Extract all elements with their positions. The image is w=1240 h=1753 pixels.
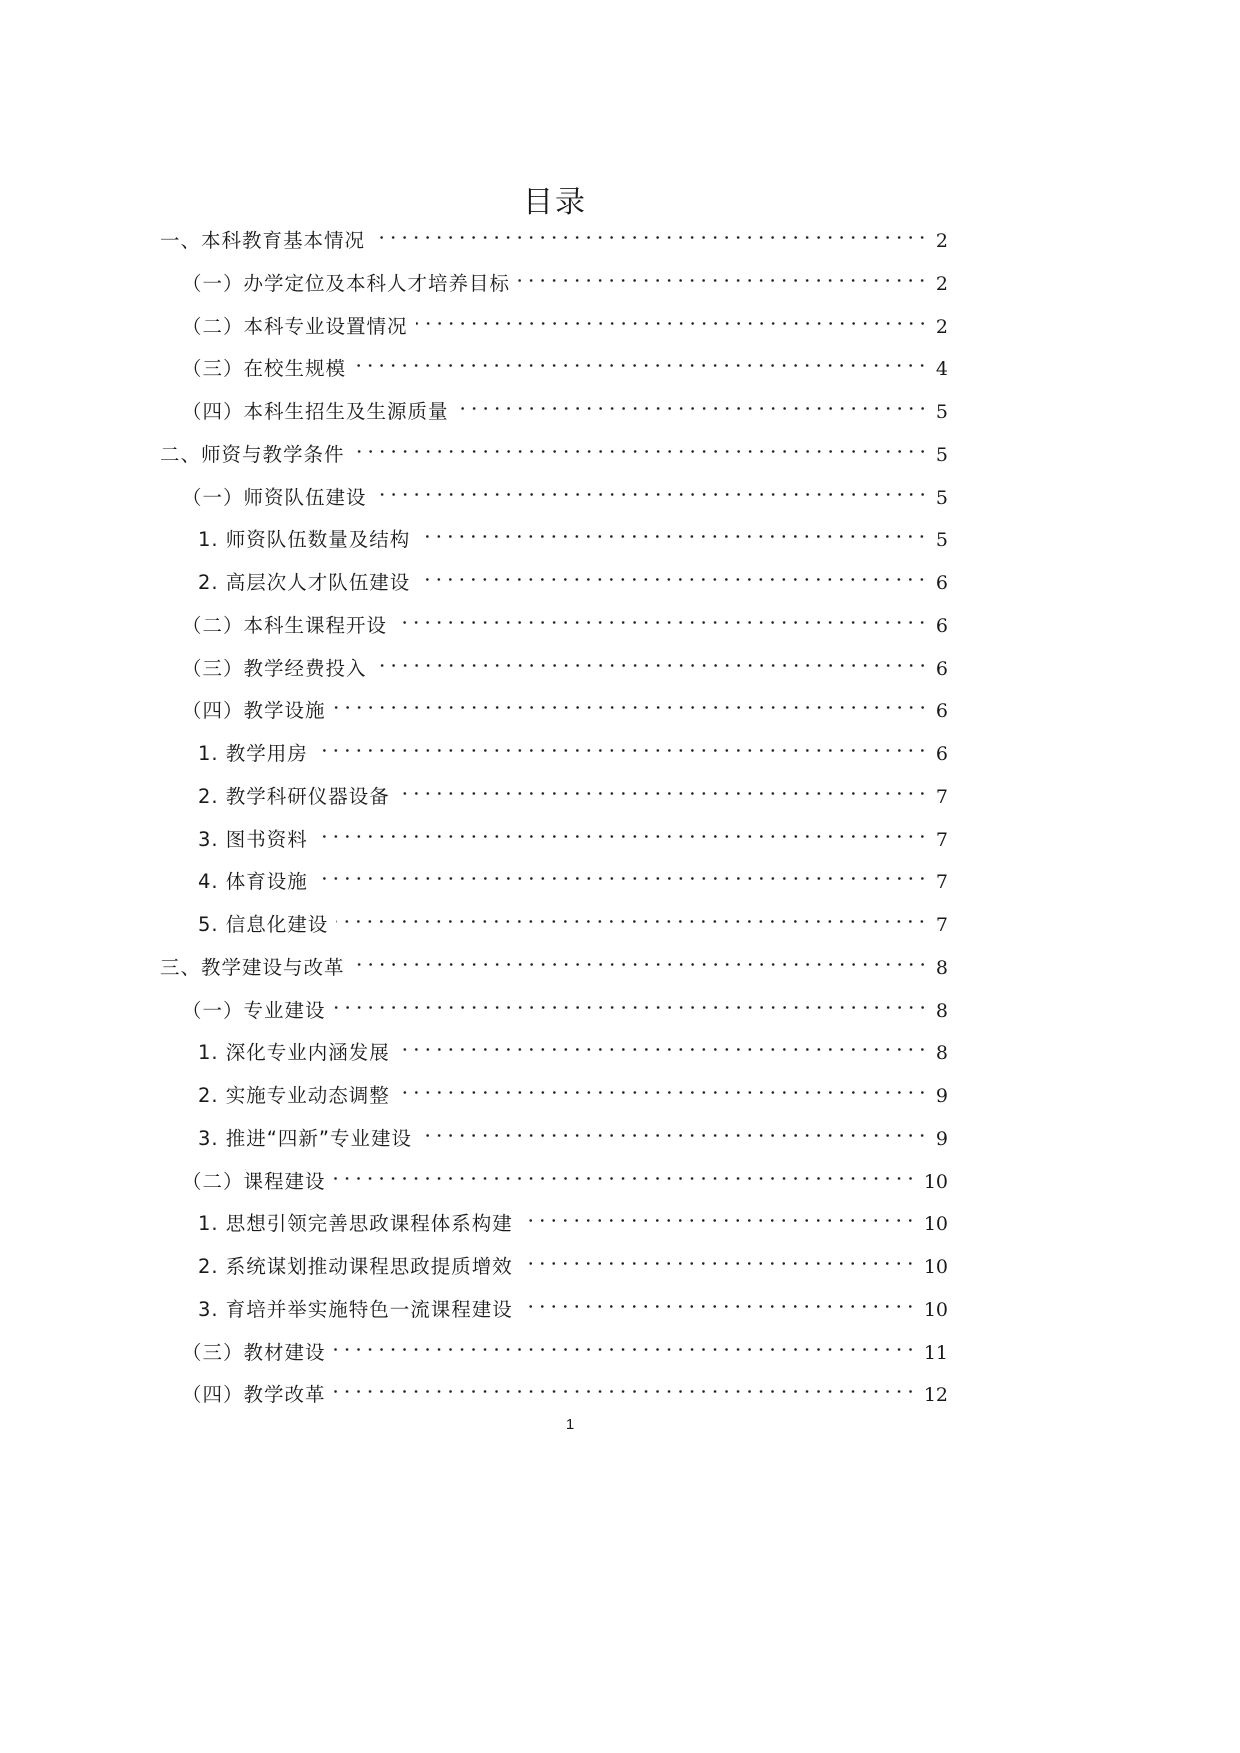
toc-entry-label: 1. 教学用房 [198,742,308,765]
toc-entry-page-number: 9 [935,1127,948,1150]
toc-entry-label: 5. 信息化建设 [198,913,329,936]
toc-entry[interactable] [182,687,948,723]
toc-entry-page-number: 10 [923,1256,948,1278]
toc-entry-label: 二、师资与教学条件 [160,442,345,466]
toc-entry[interactable] [182,987,948,1022]
dot-leader [316,730,928,760]
dot-leader [334,987,928,1017]
toc-entry[interactable] [198,773,948,808]
toc-entry-page-number: 5 [935,443,948,466]
toc-entry-page-number: 7 [935,785,948,808]
toc-entry-label: 3. 图书资料 [198,827,308,851]
toc-entry-page-number: 7 [935,914,948,936]
toc-entry-page-number: 9 [935,1085,948,1107]
toc-entry-page-number: 2 [935,230,948,252]
dot-leader [354,345,928,375]
toc-entry-label: 一、本科教育基本情况 [160,229,366,252]
dot-leader [521,1200,916,1230]
dot-leader [316,816,928,846]
toc-entry-page-number: 6 [935,743,948,765]
toc-entry[interactable] [198,1072,948,1107]
toc-entry-label: 三、教学建设与改革 [160,955,345,979]
toc-entry-page-number: 8 [935,999,948,1022]
toc-entry-page-number: 8 [935,956,948,979]
toc-entry-label: 2. 高层次人才队伍建设 [198,571,411,594]
toc-entry[interactable] [198,816,948,851]
dot-leader [353,431,928,461]
toc-entry[interactable] [198,858,948,894]
dot-leader [398,1029,928,1059]
toc-entry[interactable] [198,559,948,594]
toc-entry-label: （三）教材建设 [182,1340,326,1364]
toc-entry-page-number: 10 [923,1298,948,1321]
dot-leader [375,645,928,675]
dot-leader [395,602,928,632]
toc-entry-page-number: 6 [935,657,948,680]
toc-entry-page-number: 2 [935,272,948,295]
toc-entry-label: 1. 深化专业内涵发展 [198,1041,390,1065]
toc-entry-label: （一）专业建设 [182,998,326,1022]
toc-entry-label: （一）师资队伍建设 [182,485,367,509]
toc-entry-page-number: 4 [935,358,948,381]
dot-leader [316,858,928,888]
toc-entry-label: （三）教学经费投入 [182,656,367,680]
toc-entry[interactable] [198,901,948,936]
toc-entry-label: 1. 思想引领完善思政课程体系构建 [198,1212,513,1236]
toc-entry[interactable] [160,217,948,252]
toc-title: 目录 [523,185,587,221]
dot-leader [334,687,928,717]
toc-entry[interactable] [198,516,948,552]
toc-entry[interactable] [182,388,948,423]
toc-entry-page-number: 6 [935,572,948,594]
dot-leader [420,1115,928,1145]
dot-leader [334,1329,916,1359]
toc-entry[interactable] [198,1286,948,1321]
toc-entry-page-number: 5 [935,529,948,552]
dot-leader [418,559,928,589]
toc-entry-label: 2. 系统谋划推动课程思政提质增效 [198,1255,513,1278]
page-number: 1 [565,1416,575,1433]
dot-leader [373,217,928,247]
toc-entry-page-number: 11 [923,1341,948,1364]
toc-entry-label: 2. 实施专业动态调整 [198,1084,390,1107]
toc-entry[interactable] [198,730,948,765]
toc-entry[interactable] [198,1200,948,1236]
dot-leader [334,1158,916,1188]
toc-entry-label: （二）本科生课程开设 [182,613,388,637]
toc-entry[interactable] [182,602,948,637]
toc-entry-label: 2. 教学科研仪器设备 [198,784,390,808]
dot-leader [375,474,928,504]
toc-entry[interactable] [198,1243,948,1278]
toc-entry[interactable] [160,431,948,466]
toc-entry[interactable] [182,474,948,509]
toc-entry-label: 1. 师资队伍数量及结构 [198,528,411,552]
dot-leader [398,773,928,803]
dot-leader [521,1286,916,1316]
toc-entry-page-number: 2 [935,315,948,338]
dot-leader [521,1243,916,1273]
toc-entry-page-number: 5 [935,401,948,423]
toc-entry-label: （二）本科专业设置情况 [182,314,408,338]
toc-entry-label: （三）在校生规模 [182,357,347,381]
toc-entry-label: （一）办学定位及本科人才培养目标 [182,271,511,295]
dot-leader [336,901,928,931]
toc-entry-label: （四）教学改革 [182,1383,326,1407]
toc-entry[interactable] [182,303,948,338]
toc-entry-page-number: 7 [935,871,948,894]
dot-leader [398,1072,928,1102]
toc-entry[interactable] [182,1158,948,1193]
dot-leader [353,944,928,974]
toc-entry-page-number: 7 [935,828,948,851]
toc-entry-label: （二）课程建设 [182,1169,326,1193]
toc-entry[interactable] [182,1371,948,1407]
toc-entry-page-number: 6 [935,614,948,637]
toc-entry-label: （四）本科生招生及生源质量 [182,400,449,423]
toc-entry-page-number: 5 [935,486,948,509]
dot-leader [457,388,928,418]
toc-entry[interactable] [182,260,948,295]
dot-leader [416,303,928,333]
dot-leader [418,516,928,546]
toc-entry-label: 4. 体育设施 [198,870,308,894]
toc-entry-page-number: 6 [935,700,948,723]
toc-entry[interactable] [182,1329,948,1364]
toc-entry[interactable] [182,345,948,381]
toc-entry-page-number: 10 [923,1213,948,1236]
toc-entry-page-number: 12 [923,1384,948,1407]
toc-entry[interactable] [160,944,948,979]
toc-entry[interactable] [182,645,948,680]
dot-leader [518,260,928,290]
toc-entry-label: （四）教学设施 [182,699,326,723]
toc-entry-page-number: 8 [935,1042,948,1065]
toc-entry-label: 3. 育培并举实施特色一流课程建设 [198,1297,513,1321]
toc-entry-label: 3. 推进“四新”专业建设 [198,1126,413,1150]
toc-entry[interactable] [198,1115,948,1150]
toc-entry-page-number: 10 [923,1170,948,1193]
toc-entry[interactable] [198,1029,948,1065]
dot-leader [334,1371,916,1401]
